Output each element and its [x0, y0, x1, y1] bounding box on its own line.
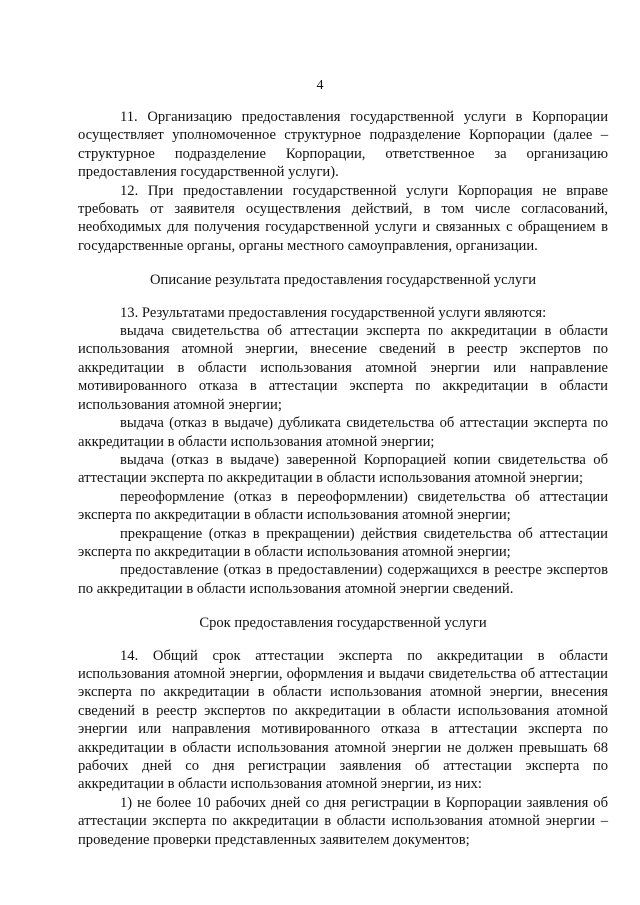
paragraph-11: 11. Организацию предоставления государственной услуги в Корпорации осуществляет уполномоченное структурное подразделение Корпорации (далее – структурное подразделение Корпорации, ответственное за организацию предоставления государственной услуги). [78, 109, 608, 181]
document-body [78, 108, 608, 849]
paragraph-12: 12. При предоставлении государственной услуги Корпорация не вправе требовать от заявителя осуществления действий, в том числе согласований, необходимых для получения государственной услуги и связанных с обращением в государственные органы, органы местного самоуправления, организации. [78, 182, 608, 254]
result-item-registry-info: предоставление (отказ в предоставлении) содержащихся в реестре экспертов по аккредитации в области использования атомной энергии сведений. [78, 562, 608, 597]
section-heading-result: Описание результата предоставления государственной услуги [149, 272, 537, 289]
section-heading-term: Срок предоставления государственной услуги [199, 615, 487, 632]
result-item-certified-copy: выдача (отказ в выдаче) заверенной Корпорацией копии свидетельства об аттестации эксперта по аккредитации в области использования атомной энергии; [78, 451, 608, 487]
result-item-duplicate: выдача (отказ в выдаче) дубликата свидетельства об аттестации эксперта по аккредитации в области использования атомной энергии; [78, 415, 608, 450]
result-item-termination: прекращение (отказ в прекращении) действия свидетельства об аттестации эксперта по аккредитации в области использования атомной энергии; [78, 525, 608, 560]
term-item-1: 1) не более 10 рабочих дней со дня регистрации в Корпорации заявления об аттестации эксперта по аккредитации в области использования атомной энергии – проведение проверки представленных заявителем документов; [78, 794, 608, 848]
result-item-issue-certificate: выдача свидетельства об аттестации эксперта по аккредитации в области использования атомной энергии, внесение сведений в реестр экспертов по аккредитации в области использования атомной энергии или направление мотивированного отказа в аттестации эксперта по аккредитации в области использования атомной энергии; [78, 323, 608, 413]
result-item-reissue: переоформление (отказ в переоформлении) свидетельства об аттестации эксперта по аккредитации в области использования атомной энергии; [78, 488, 608, 524]
paragraph-14: 14. Общий срок аттестации эксперта по аккредитации в области использования атомной энергии, оформления и выдачи свидетельства об аттестации эксперта по аккредитации в области использования атомной энергии, внесения сведений в реестр экспертов по аккредитации в области использования атомной энергии или направления мотивированного отказа в аттестации эксперта по аккредитации в области использования атомной энергии не должен превышать 68 рабочих дней со дня регистрации заявления об аттестации эксперта по аккредитации в области использования атомной энергии, из них: [78, 647, 608, 793]
paragraph-13: 13. Результатами предоставления государственной услуги являются: [120, 304, 547, 321]
page-number: 4 [316, 78, 324, 93]
